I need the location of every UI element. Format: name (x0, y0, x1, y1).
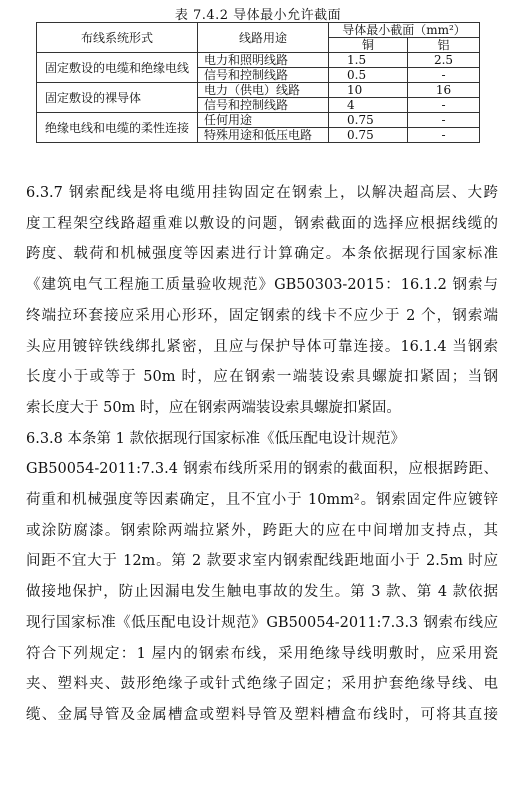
text-line: 6.3.7 钢索配线是将电缆用挂钩固定在钢索上，以解决超高层、大跨 (26, 185, 498, 201)
copper-cell: 0.75 (329, 128, 408, 143)
text-line: 现行国家标准《低压配电设计规范》GB50054-2011:7.3.3 钢索布线应 (26, 614, 498, 631)
wiring-form-cell: 绝缘电线和电缆的柔性连接 (37, 113, 198, 143)
text-line: 跨度、载荷和机械强度等因素进行计算确定。本条依据现行国家标准 (26, 246, 498, 263)
text-line: 缆、金属导管及金属槽盒或塑料导管及塑料槽盒布线时，可将其直接 (26, 706, 498, 723)
min-cross-section-table (36, 22, 480, 143)
text-line: 索长度大于 50m 时，应在钢索两端装设索具螺旋扣紧固。 (26, 399, 401, 416)
paragraph-6-3-7 (26, 178, 498, 424)
usage-cell: 特殊用途和低压电路 (198, 128, 329, 143)
aluminum-cell: - (408, 113, 480, 128)
text-line: GB50054-2011:7.3.4 钢索布线所采用的钢索的截面积，应根据跨距、 (26, 461, 498, 478)
usage-cell: 信号和控制线路 (198, 68, 329, 83)
aluminum-cell: - (408, 68, 480, 83)
text-line: 夹、塑料夹、鼓形绝缘子或针式绝缘子固定；采用护套绝缘导线、电 (26, 676, 498, 693)
text-line: 《建筑电气工程施工质量验收规范》GB50303-2015：16.1.2 钢索与 (26, 277, 498, 294)
table-caption: 表 7.4.2 导体最小允许截面 (174, 8, 342, 23)
text-line: 6.3.8 本条第 1 款依据现行国家标准《低压配电设计规范》 (26, 430, 405, 447)
aluminum-cell: 2.5 (408, 53, 480, 68)
text-line: 做接地保护，防止因漏电发生触电事故的发生。第 3 款、第 4 款依据 (26, 584, 498, 601)
body-text (26, 178, 498, 731)
text-line: 长度小于或等于 50m 时，应在钢索一端装设索具螺旋扣紧固；当钢 (26, 369, 498, 386)
text-line: 终端拉环套接应采用心形环，固定钢索的线卡不应少于 2 个，钢索端 (26, 307, 498, 324)
text-line: 头应用镀锌铁线绑扎紧密，且应与保护导体可靠连接。16.1.4 当钢索 (26, 338, 498, 355)
header-aluminum: 铝 (408, 38, 480, 53)
copper-cell: 0.75 (329, 113, 408, 128)
usage-cell: 信号和控制线路 (198, 98, 329, 113)
copper-cell: 1.5 (329, 53, 408, 68)
usage-cell: 电力和照明线路 (198, 53, 329, 68)
table-row (37, 53, 480, 68)
text-line: 度工程架空线路超重难以敷设的问题，钢索截面的选择应根据线缆的 (26, 215, 498, 232)
table-row (37, 113, 480, 128)
text-line: 荷重和机械强度等因素确定，且不宜小于 10mm²。钢索固定件应镀锌 (26, 492, 498, 509)
header-line-usage: 线路用途 (198, 23, 329, 53)
table-row (37, 83, 480, 98)
aluminum-cell: - (408, 98, 480, 113)
text-line: 间距不宜大于 12m。第 2 款要求室内钢索配线距地面小于 2.5m 时应 (26, 553, 498, 570)
header-wiring-form: 布线系统形式 (37, 23, 198, 53)
copper-cell: 10 (329, 83, 408, 98)
header-copper: 铜 (329, 38, 408, 53)
header-min-section: 导体最小截面（mm²） (329, 23, 480, 38)
text-line: 符合下列规定：1 屋内的钢索布线，采用绝缘导线明敷时，应采用瓷 (26, 645, 498, 662)
wiring-form-cell: 固定敷设的电缆和绝缘电线 (37, 53, 198, 83)
paragraph-6-3-8 (26, 424, 498, 731)
usage-cell: 任何用途 (198, 113, 329, 128)
aluminum-cell: - (408, 128, 480, 143)
usage-cell: 电力（供电）线路 (198, 83, 329, 98)
aluminum-cell: 16 (408, 83, 480, 98)
text-line: 或涂防腐漆。钢索除两端拉紧外，跨距大的应在中间增加支持点，其 (26, 522, 498, 539)
copper-cell: 4 (329, 98, 408, 113)
copper-cell: 0.5 (329, 68, 408, 83)
wiring-form-cell: 固定敷设的裸导体 (37, 83, 198, 113)
